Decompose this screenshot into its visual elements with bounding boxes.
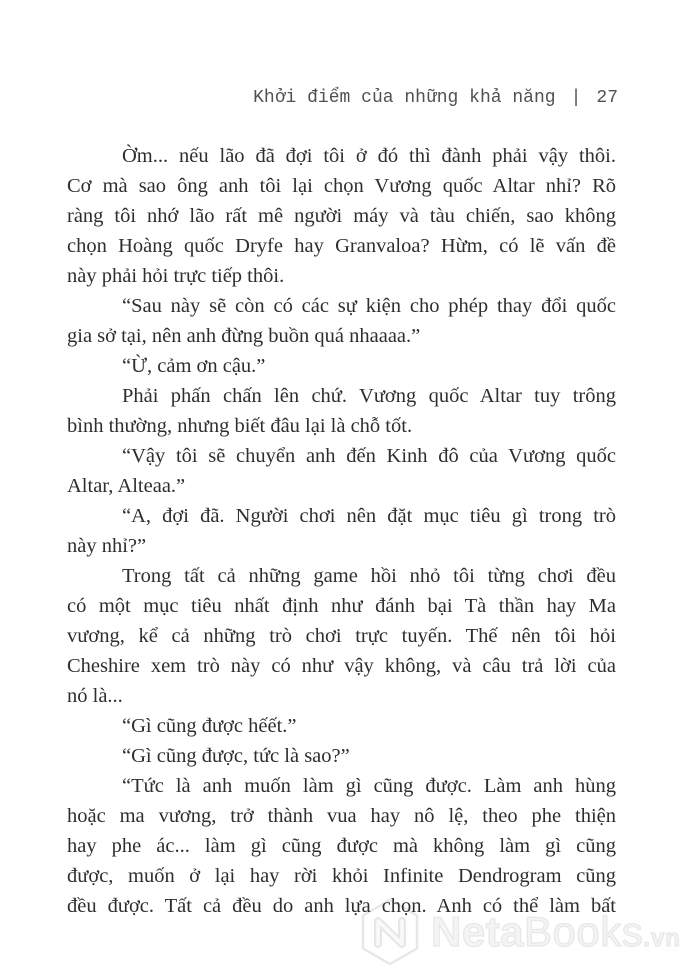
text-line: Cơ mà sao ông anh tôi lại chọn Vương quốc Altar nhỉ? Rõ — [67, 175, 616, 197]
text-line: chọn Hoàng quốc Dryfe hay Granvaloa? Hừm, có lẽ vấn đề — [67, 235, 616, 257]
body-text — [67, 141, 616, 921]
text-line: “Ừ, cảm ơn cậu.” — [122, 355, 266, 377]
page-number: 27 — [596, 88, 618, 108]
text-line: Trong tất cả những game hồi nhỏ tôi từng chơi đều — [122, 565, 616, 587]
text-line: Ờm... nếu lão đã đợi tôi ở đó thì đành phải vậy thôi. — [122, 145, 616, 167]
text-line: nó là... — [67, 685, 123, 707]
text-line: này nhỉ?” — [67, 535, 147, 557]
watermark-brand-primary: Neta — [431, 908, 525, 955]
text-line: “Gì cũng được hếết.” — [122, 715, 297, 737]
watermark-domain-suffix: .vn — [643, 925, 681, 952]
text-line: Phải phấn chấn lên chứ. Vương quốc Altar tuy trông — [122, 385, 616, 407]
text-line: hay phe ác... làm gì cũng được mà không làm gì cũng — [67, 835, 616, 857]
running-header — [253, 88, 618, 108]
text-line: “Gì cũng được, tức là sao?” — [122, 745, 350, 767]
text-line: “Tức là anh muốn làm gì cũng được. Làm anh hùng — [122, 775, 616, 797]
text-line: “A, đợi đã. Người chơi nên đặt mục tiêu gì trong trò — [122, 505, 616, 527]
text-line: gia sở tại, nên anh đừng buồn quá nhaaaa.” — [67, 325, 421, 347]
text-line: Cheshire xem trò này có như vậy không, và câu trả lời của — [67, 655, 616, 677]
text-line: được, muốn ở lại hay rời khỏi Infinite Dendrogram cũng — [67, 865, 616, 887]
text-line: vương, kể cả những trò chơi trực tuyến. Thế nên tôi hỏi — [67, 625, 616, 647]
chapter-title: Khởi điểm của những khả năng — [253, 88, 556, 108]
text-line: có một mục tiêu nhất định như đánh bại Tà thần hay Ma — [67, 595, 616, 617]
watermark-brand-secondary: Books — [524, 908, 644, 955]
text-line: Altar, Alteaa.” — [67, 475, 186, 497]
text-line: này phải hỏi trực tiếp thôi. — [67, 265, 285, 287]
text-line: “Vậy tôi sẽ chuyển anh đến Kinh đô của Vương quốc — [122, 445, 616, 467]
text-line: bình thường, nhưng biết đâu lại là chỗ tốt. — [67, 415, 413, 437]
text-line: “Sau này sẽ còn có các sự kiện cho phép thay đổi quốc — [122, 295, 616, 317]
text-line: hoặc ma vương, trở thành vua hay nô lệ, theo phe thiện — [67, 805, 616, 827]
header-divider: | — [570, 88, 582, 108]
text-line: đều được. Tất cả đều do anh lựa chọn. Anh có thể làm bất — [67, 895, 616, 917]
text-line: ràng tôi nhớ lão rất mê người máy và tàu chiến, sao không — [67, 205, 616, 227]
